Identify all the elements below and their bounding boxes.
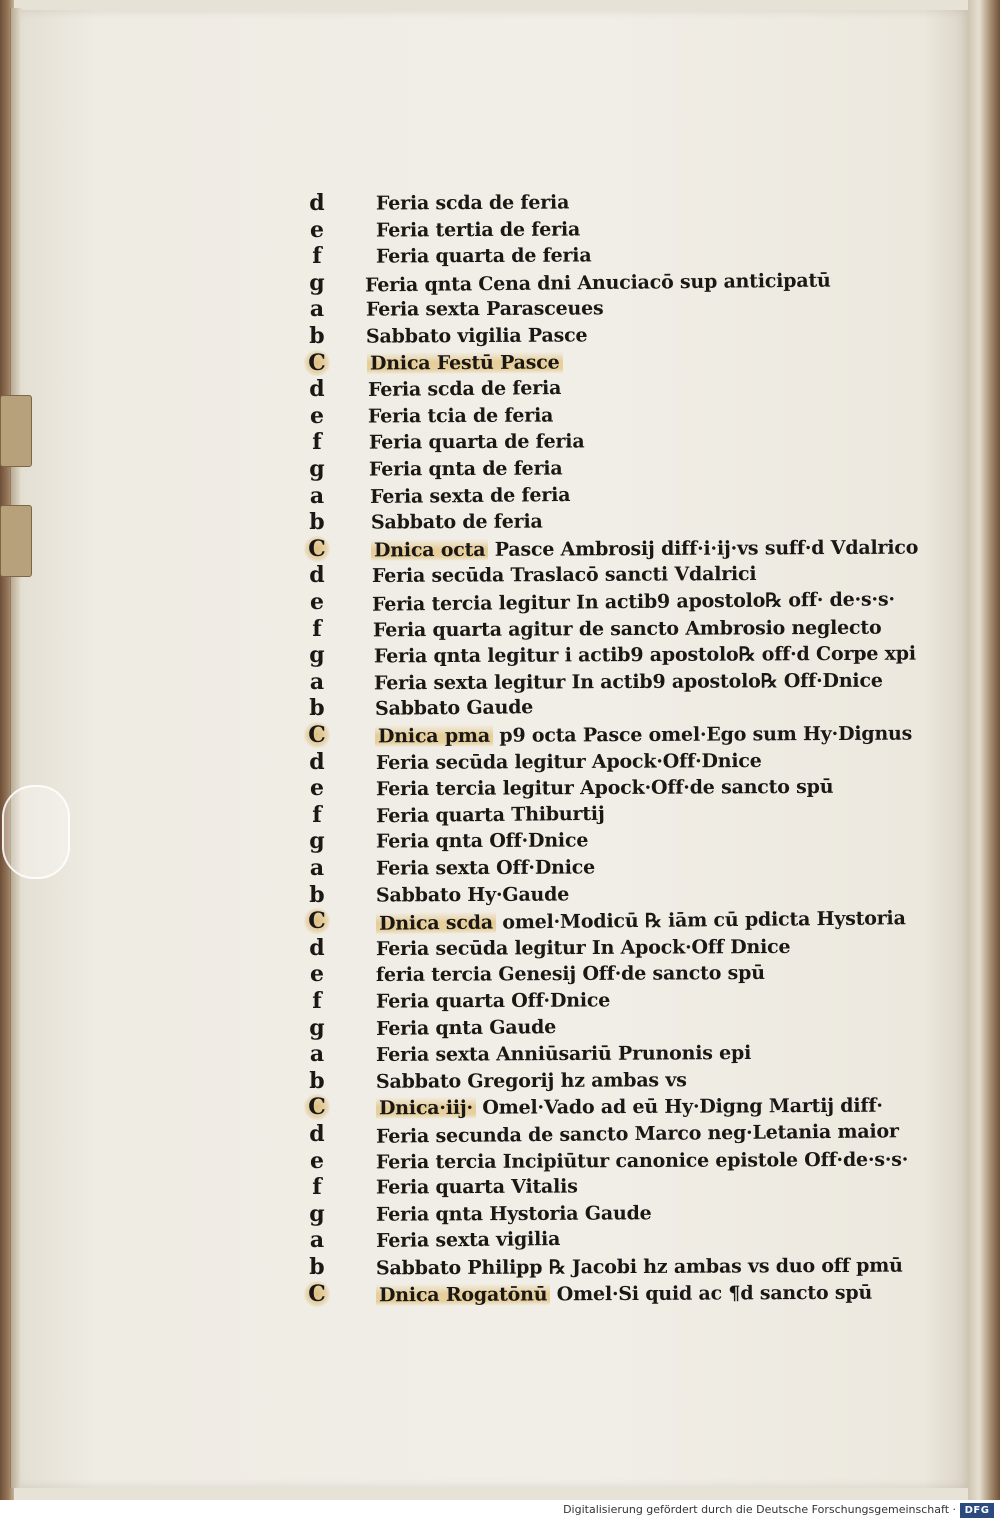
calendar-row — [0, 855, 1000, 881]
entry-text — [376, 934, 790, 962]
entry-text — [375, 694, 533, 722]
footer-bar — [0, 1500, 1000, 1522]
calendar-row — [0, 828, 1000, 854]
dominical-letter: d — [309, 562, 325, 588]
entry-text — [376, 1067, 687, 1095]
entry-text — [376, 1040, 751, 1068]
entry-text — [369, 428, 585, 455]
dominical-letter: b — [309, 323, 325, 349]
calendar-row — [0, 642, 1000, 668]
entry-body: Feria sexta Parasceues — [365, 297, 604, 321]
entry-body: Feria tcia de feria — [367, 404, 554, 428]
entry-body: Omel·Vado ad eū Hy·Digng Martij diff· — [482, 1094, 883, 1119]
calendar-row — [0, 217, 1000, 243]
dominical-letter: g — [309, 642, 325, 668]
dominical-letter: e — [310, 775, 324, 801]
entry-body: Feria secūda legitur In Apock·Off Dnice — [375, 935, 791, 961]
entry-text — [376, 801, 605, 829]
dominical-letter: C — [304, 1094, 330, 1120]
highlighted-sunday: Dnica Festū Pasce — [367, 351, 563, 374]
dfg-logo: DFG — [960, 1503, 994, 1518]
dominical-letter: a — [309, 483, 325, 509]
entry-text — [376, 854, 595, 881]
entry-body: Feria scda de feria — [367, 376, 562, 402]
calendar-row — [0, 403, 1000, 429]
calendar-row — [0, 988, 1000, 1014]
calendar-row — [0, 562, 1000, 588]
calendar-row — [0, 483, 1000, 509]
entry-text — [376, 1173, 578, 1200]
entry-text — [376, 189, 569, 216]
dominical-letter: g — [309, 456, 325, 482]
entry-text — [376, 881, 569, 908]
entry-body: Sabbato Gaude — [374, 696, 534, 720]
dominical-letter: C — [304, 908, 330, 934]
entry-text — [376, 1200, 652, 1227]
calendar-row — [0, 1015, 1000, 1041]
entry-text — [367, 349, 563, 376]
dominical-letter: a — [309, 669, 325, 695]
entry-text — [369, 455, 563, 482]
calendar-row — [0, 536, 1000, 562]
calendar-row — [0, 350, 1000, 376]
entry-body: Sabbato Philipp ℞ Jacobi hz ambas vs duo off pmū — [375, 1254, 903, 1280]
calendar-row — [0, 695, 1000, 721]
calendar-row — [0, 935, 1000, 961]
calendar-row — [0, 456, 1000, 482]
entry-text — [368, 375, 561, 403]
calendar-row — [0, 376, 1000, 402]
entry-text — [376, 748, 762, 776]
dominical-letter: b — [309, 1254, 325, 1280]
dominical-letter: e — [310, 217, 324, 243]
calendar-row — [0, 616, 1000, 642]
calendar-row — [0, 323, 1000, 349]
entry-text — [376, 774, 833, 802]
entry-text — [366, 322, 587, 349]
dominical-letter: b — [309, 1068, 325, 1094]
calendar-row — [0, 270, 1000, 296]
entry-text — [376, 987, 610, 1014]
dominical-letter: d — [309, 376, 325, 402]
digitization-credit: Digitalisierung gefördert durch die Deutsche Forschungsgemeinschaft · — [563, 1503, 956, 1516]
entry-text — [375, 721, 912, 750]
dominical-letter: d — [309, 749, 325, 775]
entry-body: Feria tercia legitur Apock·Off·de sancto spū — [375, 775, 834, 801]
dominical-letter: d — [309, 190, 325, 216]
calendar-row — [0, 296, 1000, 322]
calendar-row — [0, 908, 1000, 934]
calendar-row — [0, 589, 1000, 615]
entry-text — [376, 827, 588, 854]
calendar-row — [0, 802, 1000, 828]
entry-body: Feria quarta agitur de sancto Ambrosio neglecto — [372, 616, 882, 642]
entry-text — [376, 1226, 560, 1254]
entry-body: Feria sexta Off·Dnice — [375, 856, 596, 880]
entry-body: Sabbato de feria — [370, 510, 543, 534]
calendar-row — [0, 669, 1000, 695]
dominical-letter: b — [309, 695, 325, 721]
entry-body: Pasce Ambrosij diff·i·ij·vs suff·d Vdalrico — [494, 536, 919, 561]
calendar-row — [0, 1068, 1000, 1094]
dominical-letter: e — [310, 961, 324, 987]
entry-body: Feria qnta legitur i actib9 apostolo℞ off·d Corpe xpi — [373, 642, 916, 668]
dominical-letter: a — [309, 1227, 325, 1253]
dominical-letter: C — [304, 722, 330, 748]
entry-body: Feria sexta legitur In actib9 apostolo℞ Off·Dnice — [373, 669, 883, 695]
entry-body: Feria qnta de feria — [368, 457, 563, 481]
entry-body: Feria sexta Anniūsariū Prunonis epi — [375, 1042, 752, 1066]
entry-body: Feria sexta de feria — [369, 483, 571, 509]
dominical-letter: g — [309, 270, 325, 296]
entry-text — [365, 268, 831, 299]
dominical-letter: d — [309, 935, 325, 961]
calendar-row — [0, 1148, 1000, 1174]
calendar-row — [0, 429, 1000, 455]
calendar-row — [0, 190, 1000, 216]
calendar-row — [0, 1041, 1000, 1067]
calendar-row — [0, 1281, 1000, 1307]
entry-text — [374, 641, 916, 670]
entry-body: Feria tercia Incipiūtur canonice epistole Off·de·s·s· — [375, 1148, 909, 1174]
entry-body: Feria scda de feria — [375, 191, 570, 215]
highlighted-sunday: Dnica Rogatōnū — [376, 1283, 550, 1306]
calendar-row — [0, 749, 1000, 775]
entry-text — [376, 242, 592, 269]
dominical-letter: f — [312, 802, 322, 828]
dominical-letter: g — [309, 1201, 325, 1227]
entry-text — [376, 905, 906, 937]
calendar-row — [0, 1121, 1000, 1147]
entry-body: Feria qnta Hystoria Gaude — [375, 1202, 652, 1226]
calendar-row — [0, 961, 1000, 987]
entry-text — [376, 1253, 903, 1282]
entry-body: Feria quarta de feria — [368, 430, 585, 454]
entry-text — [376, 1280, 872, 1309]
calendar-row — [0, 775, 1000, 801]
entry-body: Feria quarta Vitalis — [375, 1175, 578, 1199]
entry-body: Feria qnta Gaude — [375, 1016, 557, 1040]
entry-text — [376, 1147, 908, 1176]
entry-text — [374, 668, 883, 697]
entry-body: Sabbato vigilia Pasce — [365, 324, 588, 348]
entry-body: Feria quarta de feria — [375, 244, 592, 268]
calendar-row — [0, 1254, 1000, 1280]
entry-body: Feria qnta Cena dni Anuciacō sup anticipatū — [364, 269, 831, 297]
calendar-row — [0, 1094, 1000, 1120]
dominical-letter: f — [312, 243, 322, 269]
entry-text — [371, 509, 543, 536]
dominical-letter: d — [309, 1121, 325, 1147]
dominical-letter: b — [309, 882, 325, 908]
entry-body: Feria secūda legitur Apock·Off·Dnice — [375, 749, 762, 775]
entry-body: Feria quarta Off·Dnice — [375, 989, 611, 1013]
entry-text — [366, 295, 604, 322]
entry-text — [376, 960, 765, 988]
dominical-letter: g — [309, 828, 325, 854]
dominical-letter: b — [309, 509, 325, 535]
entry-body: feria tercia Genesij Off·de sancto spū — [375, 961, 765, 987]
dominical-letter: f — [312, 616, 322, 642]
entry-body: Feria tercia legitur In actib9 apostolo℞ off· de·s·s· — [371, 588, 895, 616]
entry-body: Feria sexta vigilia — [375, 1228, 561, 1252]
calendar-row — [0, 1227, 1000, 1253]
entry-body: omel·Modicū ℞ iām cū pdicta Hystoria — [502, 907, 906, 934]
entry-text — [376, 1118, 899, 1149]
dominical-letter: a — [309, 296, 325, 322]
dominical-letter: f — [312, 429, 322, 455]
calendar-row — [0, 722, 1000, 748]
dominical-letter: f — [312, 988, 322, 1014]
dominical-letter: C — [304, 536, 330, 562]
entry-body: p9 octa Pasce omel·Ego sum Hy·Dignus — [499, 722, 913, 747]
entry-text — [372, 586, 895, 617]
entry-text — [376, 1093, 883, 1122]
entry-body: Feria quarta Thiburtij — [375, 802, 605, 828]
entry-text — [373, 615, 882, 644]
entry-body: Feria secūda Traslacō sancti Vdalrici — [371, 562, 757, 588]
entry-text — [368, 403, 553, 430]
dominical-letter: a — [309, 855, 325, 881]
dominical-letter: C — [304, 1281, 330, 1307]
calendar-row — [0, 1174, 1000, 1200]
calendar-row — [0, 1201, 1000, 1227]
highlighted-sunday: Dnica·iij· — [376, 1097, 476, 1120]
entry-text — [376, 216, 580, 243]
highlighted-sunday: Dnica octa — [371, 539, 488, 562]
dominical-letter: g — [309, 1015, 325, 1041]
dominical-letter: a — [309, 1041, 325, 1067]
highlighted-sunday: Dnica pma — [375, 725, 493, 748]
dominical-letter: e — [310, 589, 324, 615]
dominical-letter: C — [304, 350, 330, 376]
entry-body: Omel·Si quid ac ¶d sancto spū — [556, 1281, 873, 1306]
entry-body: Feria qnta Off·Dnice — [375, 829, 589, 853]
entry-body: Sabbato Gregorij hz ambas vs — [375, 1069, 687, 1093]
entry-text — [370, 482, 571, 510]
calendar-row — [0, 509, 1000, 535]
entry-text — [371, 535, 918, 564]
dominical-letter: e — [310, 403, 324, 429]
entry-body: Feria secunda de sancto Marco neg·Letania maior — [375, 1120, 899, 1148]
entry-text — [376, 1014, 556, 1042]
entry-body: Sabbato Hy·Gaude — [375, 883, 570, 907]
entry-body: Feria tertia de feria — [375, 218, 581, 242]
dominical-letter: f — [312, 1174, 322, 1200]
calendar-row — [0, 243, 1000, 269]
dominical-letter: e — [310, 1148, 324, 1174]
calendar-row — [0, 882, 1000, 908]
entry-text — [372, 561, 757, 589]
highlighted-sunday: Dnica scda — [376, 912, 496, 935]
